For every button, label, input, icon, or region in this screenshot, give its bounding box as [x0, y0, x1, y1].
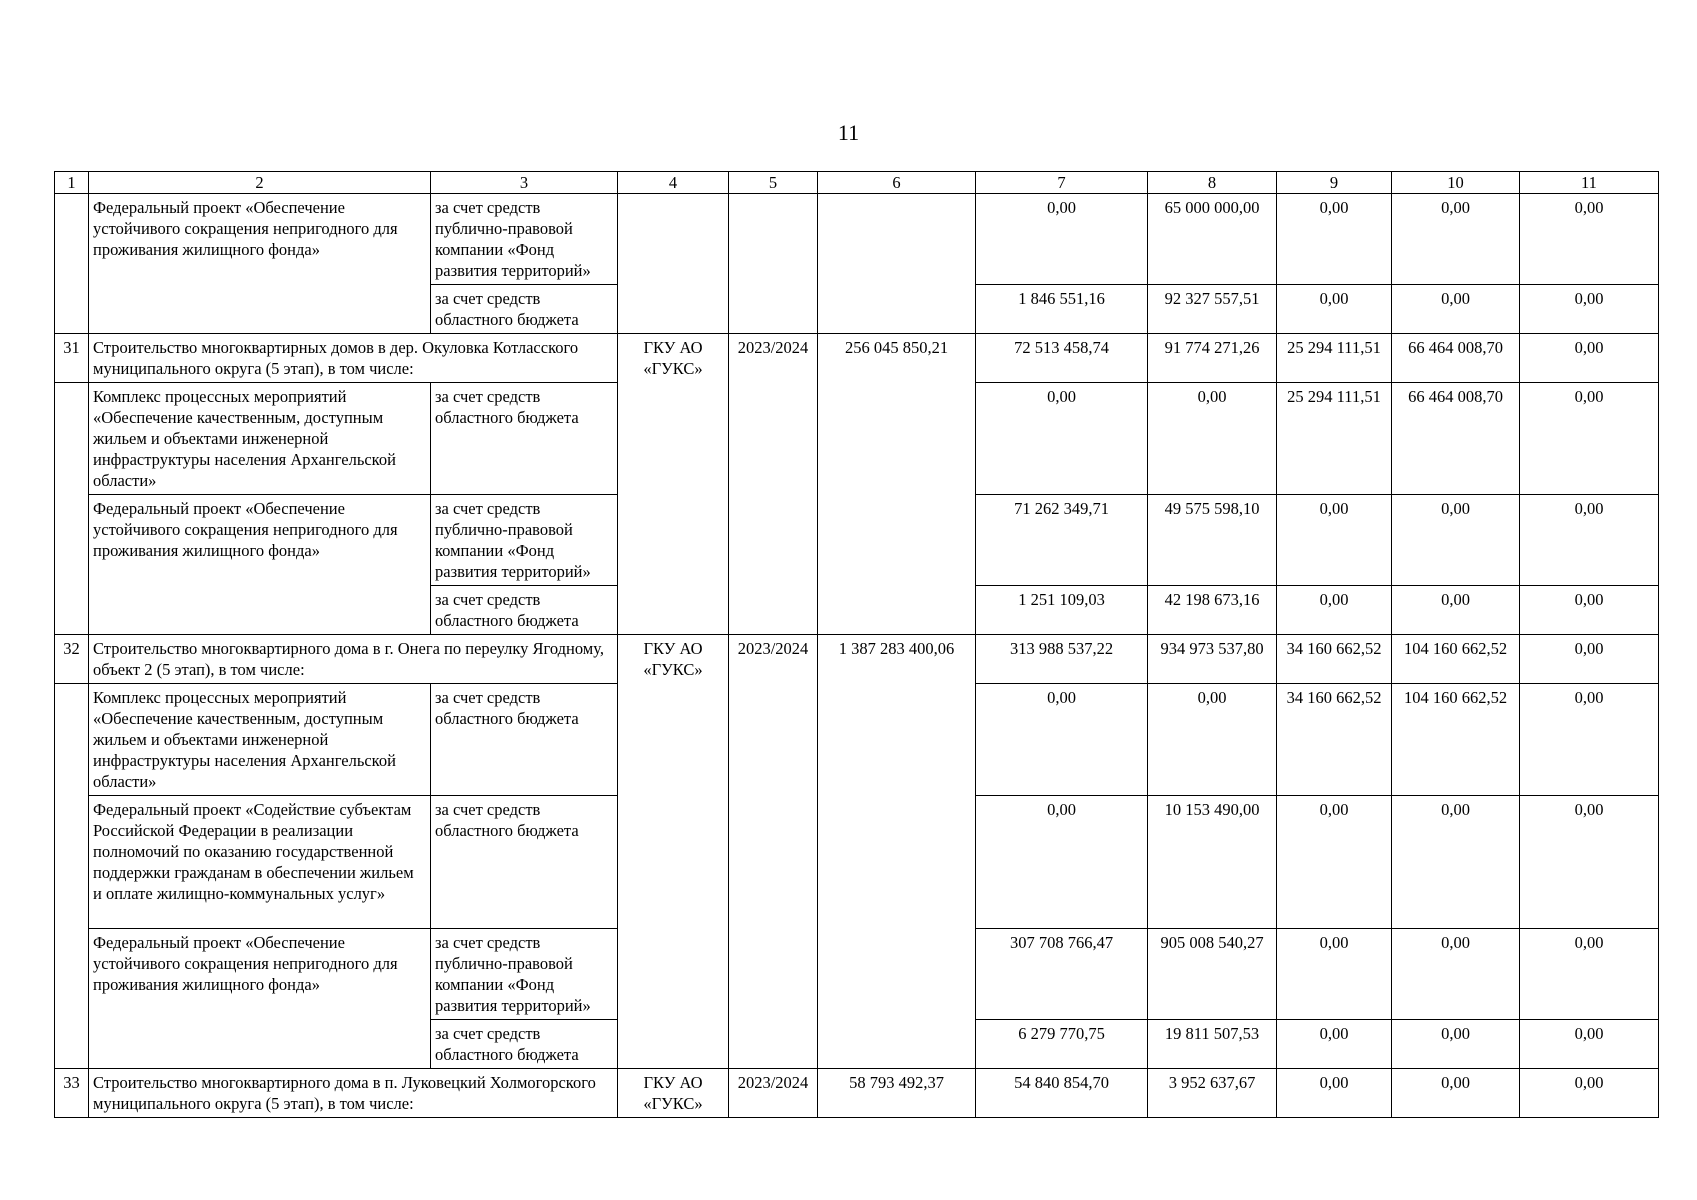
- value-col8: 3 952 637,67: [1148, 1069, 1277, 1118]
- header-cell: 9: [1277, 172, 1392, 194]
- total-cost-cell: [818, 194, 976, 334]
- funding-source-cell: за счет средств областного бюджета: [431, 586, 618, 635]
- value-col9: 0,00: [1277, 1020, 1392, 1069]
- funding-source-cell: за счет средств областного бюджета: [431, 684, 618, 796]
- row-number-cell: [55, 194, 89, 334]
- value-col7: 0,00: [976, 383, 1148, 495]
- table-row: [55, 1069, 1659, 1118]
- value-col10: 0,00: [1392, 1069, 1520, 1118]
- value-col11: 0,00: [1520, 1069, 1659, 1118]
- row-number-cell: [55, 684, 89, 1069]
- total-cost-cell: 58 793 492,37: [818, 1069, 976, 1118]
- value-col10: 0,00: [1392, 194, 1520, 285]
- value-col11: 0,00: [1520, 334, 1659, 383]
- project-name-cell: Комплекс процессных мероприятий «Обеспечение качественным, доступным жильем и объектами инженерной инфраструктуры населения Архангельской области»: [89, 383, 431, 495]
- funding-source-cell: за счет средств публично-правовой компании «Фонд развития территорий»: [431, 929, 618, 1020]
- header-cell: 8: [1148, 172, 1277, 194]
- value-col7: 6 279 770,75: [976, 1020, 1148, 1069]
- value-col10: 0,00: [1392, 495, 1520, 586]
- value-col7: 1 251 109,03: [976, 586, 1148, 635]
- value-col11: 0,00: [1520, 383, 1659, 495]
- project-name-cell: Федеральный проект «Обеспечение устойчивого сокращения непригодного для проживания жилищного фонда»: [89, 194, 431, 334]
- total-cost-cell: 256 045 850,21: [818, 334, 976, 635]
- funding-source-cell: за счет средств областного бюджета: [431, 383, 618, 495]
- header-cell: 7: [976, 172, 1148, 194]
- value-col9: 25 294 111,51: [1277, 383, 1392, 495]
- value-col9: 0,00: [1277, 194, 1392, 285]
- value-col11: 0,00: [1520, 285, 1659, 334]
- object-name-cell: Строительство многоквартирных домов в дер. Окуловка Котласского муниципального округа (5 этап), в том числе:: [89, 334, 618, 383]
- value-col10: 104 160 662,52: [1392, 684, 1520, 796]
- project-name-cell: Комплекс процессных мероприятий «Обеспечение качественным, доступным жильем и объектами инженерной инфраструктуры населения Архангельской области»: [89, 684, 431, 796]
- value-col11: 0,00: [1520, 929, 1659, 1020]
- value-col8: 42 198 673,16: [1148, 586, 1277, 635]
- total-cost-cell: 1 387 283 400,06: [818, 635, 976, 1069]
- value-col10: 0,00: [1392, 1020, 1520, 1069]
- period-cell: 2023/2024: [729, 334, 818, 635]
- value-col8: 905 008 540,27: [1148, 929, 1277, 1020]
- header-cell: 11: [1520, 172, 1659, 194]
- period-cell: [729, 194, 818, 334]
- value-col10: 0,00: [1392, 285, 1520, 334]
- value-col7: 0,00: [976, 684, 1148, 796]
- header-cell: 10: [1392, 172, 1520, 194]
- value-col8: 92 327 557,51: [1148, 285, 1277, 334]
- value-col8: 0,00: [1148, 684, 1277, 796]
- funding-source-cell: за счет средств публично-правовой компании «Фонд развития территорий»: [431, 194, 618, 285]
- period-cell: 2023/2024: [729, 635, 818, 1069]
- value-col7: 71 262 349,71: [976, 495, 1148, 586]
- value-col11: 0,00: [1520, 684, 1659, 796]
- value-col11: 0,00: [1520, 796, 1659, 929]
- header-cell: 5: [729, 172, 818, 194]
- header-cell: 2: [89, 172, 431, 194]
- value-col11: 0,00: [1520, 635, 1659, 684]
- row-number-cell: 33: [55, 1069, 89, 1118]
- value-col8: 91 774 271,26: [1148, 334, 1277, 383]
- value-col11: 0,00: [1520, 586, 1659, 635]
- header-cell: 3: [431, 172, 618, 194]
- customer-cell: ГКУ АО «ГУКС»: [618, 1069, 729, 1118]
- value-col9: 34 160 662,52: [1277, 635, 1392, 684]
- object-name-cell: Строительство многоквартирного дома в г. Онега по переулку Ягодному, объект 2 (5 этап), в том числе:: [89, 635, 618, 684]
- row-number-cell: 31: [55, 334, 89, 383]
- value-col7: 72 513 458,74: [976, 334, 1148, 383]
- value-col10: 0,00: [1392, 929, 1520, 1020]
- value-col10: 0,00: [1392, 796, 1520, 929]
- row-number-cell: 32: [55, 635, 89, 684]
- value-col9: 0,00: [1277, 285, 1392, 334]
- funding-source-cell: за счет средств областного бюджета: [431, 285, 618, 334]
- project-name-cell: Федеральный проект «Содействие субъектам Российской Федерации в реализации полномочий по оказанию государственной поддержки гражданам в обеспечении жильем и оплате жилищно-коммунальных услуг»: [89, 796, 431, 929]
- value-col11: 0,00: [1520, 495, 1659, 586]
- value-col7: 0,00: [976, 194, 1148, 285]
- table-row: [55, 635, 1659, 684]
- value-col7: 0,00: [976, 796, 1148, 929]
- value-col8: 19 811 507,53: [1148, 1020, 1277, 1069]
- table-row: [55, 194, 1659, 285]
- value-col8: 0,00: [1148, 383, 1277, 495]
- value-col10: 104 160 662,52: [1392, 635, 1520, 684]
- table-header-row: [55, 172, 1659, 194]
- value-col9: 0,00: [1277, 1069, 1392, 1118]
- value-col10: 66 464 008,70: [1392, 383, 1520, 495]
- page-number: 11: [837, 120, 860, 145]
- customer-cell: ГКУ АО «ГУКС»: [618, 334, 729, 635]
- project-name-cell: Федеральный проект «Обеспечение устойчивого сокращения непригодного для проживания жилищного фонда»: [89, 495, 431, 635]
- value-col8: 49 575 598,10: [1148, 495, 1277, 586]
- value-col8: 65 000 000,00: [1148, 194, 1277, 285]
- budget-table: [54, 171, 1659, 1118]
- value-col7: 313 988 537,22: [976, 635, 1148, 684]
- row-number-cell: [55, 383, 89, 635]
- funding-source-cell: за счет средств публично-правовой компании «Фонд развития территорий»: [431, 495, 618, 586]
- value-col8: 934 973 537,80: [1148, 635, 1277, 684]
- value-col8: 10 153 490,00: [1148, 796, 1277, 929]
- value-col11: 0,00: [1520, 194, 1659, 285]
- header-cell: 6: [818, 172, 976, 194]
- header-cell: 1: [55, 172, 89, 194]
- value-col7: 54 840 854,70: [976, 1069, 1148, 1118]
- period-cell: 2023/2024: [729, 1069, 818, 1118]
- header-cell: 4: [618, 172, 729, 194]
- value-col9: 0,00: [1277, 495, 1392, 586]
- value-col9: 0,00: [1277, 929, 1392, 1020]
- value-col9: 25 294 111,51: [1277, 334, 1392, 383]
- value-col11: 0,00: [1520, 1020, 1659, 1069]
- value-col7: 307 708 766,47: [976, 929, 1148, 1020]
- object-name-cell: Строительство многоквартирного дома в п. Луковецкий Холмогорского муниципального округа (5 этап), в том числе:: [89, 1069, 618, 1118]
- customer-cell: ГКУ АО «ГУКС»: [618, 635, 729, 1069]
- value-col7: 1 846 551,16: [976, 285, 1148, 334]
- project-name-cell: Федеральный проект «Обеспечение устойчивого сокращения непригодного для проживания жилищного фонда»: [89, 929, 431, 1069]
- customer-cell: [618, 194, 729, 334]
- value-col10: 0,00: [1392, 586, 1520, 635]
- value-col9: 0,00: [1277, 586, 1392, 635]
- funding-source-cell: за счет средств областного бюджета: [431, 1020, 618, 1069]
- value-col10: 66 464 008,70: [1392, 334, 1520, 383]
- value-col9: 0,00: [1277, 796, 1392, 929]
- value-col9: 34 160 662,52: [1277, 684, 1392, 796]
- funding-source-cell: за счет средств областного бюджета: [431, 796, 618, 929]
- table-row: [55, 334, 1659, 383]
